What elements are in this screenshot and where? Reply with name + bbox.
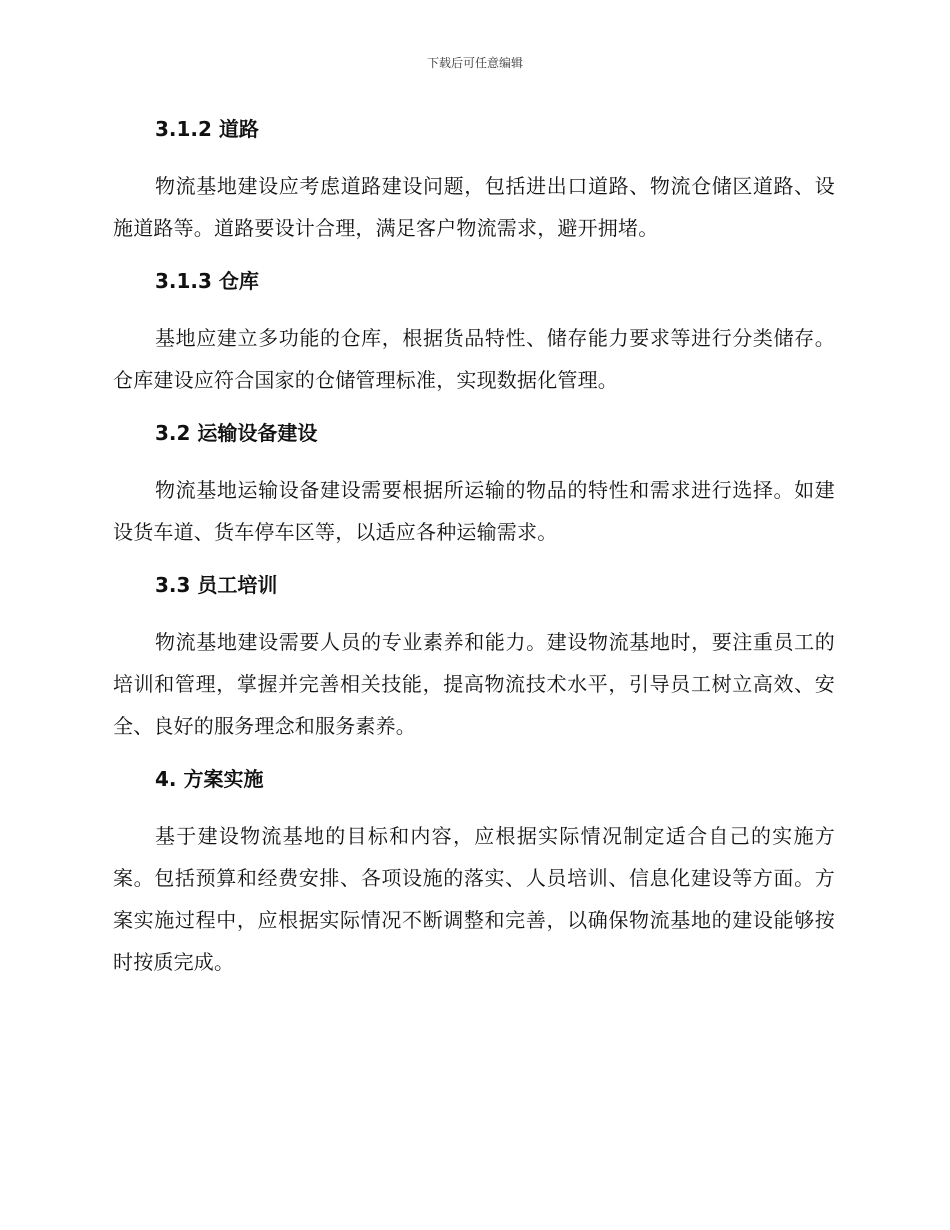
section-heading-warehouse: 3.1.3 仓库: [155, 269, 259, 293]
section-paragraph-implementation: 基于建设物流基地的目标和内容，应根据实际情况制定适合自己的实施方案。包括预算和经费安排、各项设施的落实、人员培训、信息化建设等方面。方案实施过程中，应根据实际情况不断调整和完善，以确保物流基地的建设能够按时按质完成。: [113, 824, 835, 974]
section-paragraph-transport-equipment: 物流基地运输设备建设需要根据所运输的物品的特性和需求进行选择。如建设货车道、货车停车区等，以适应各种运输需求。: [113, 478, 835, 544]
section-paragraph-roads: 物流基地建设应考虑道路建设问题，包括进出口道路、物流仓储区道路、设施道路等。道路要设计合理，满足客户物流需求，避开拥堵。: [113, 174, 835, 240]
section-heading-implementation: 4. 方案实施: [155, 767, 264, 791]
page-header-note: 下载后可任意编辑: [426, 56, 523, 70]
section-heading-transport-equipment: 3.2 运输设备建设: [155, 421, 318, 445]
section-heading-staff-training: 3.3 员工培训: [155, 573, 278, 597]
section-paragraph-staff-training: 物流基地建设需要人员的专业素养和能力。建设物流基地时，要注重员工的培训和管理，掌握并完善相关技能，提高物流技术水平，引导员工树立高效、安全、良好的服务理念和服务素养。: [113, 630, 835, 738]
section-paragraph-warehouse: 基地应建立多功能的仓库，根据货品特性、储存能力要求等进行分类储存。仓库建设应符合国家的仓储管理标准，实现数据化管理。: [113, 326, 835, 392]
section-heading-roads: 3.1.2 道路: [155, 117, 259, 141]
document-body: [113, 108, 835, 994]
